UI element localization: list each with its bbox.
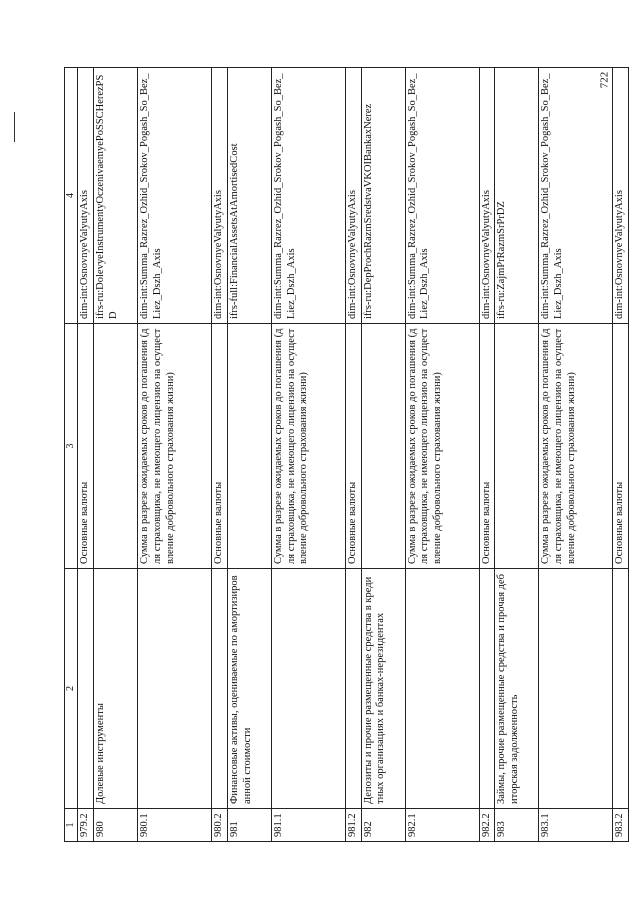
cell-name — [271, 569, 345, 809]
cell-code: ifrs-ru:ZajmPrRazmSrPrDZ — [495, 68, 539, 324]
cell-name — [211, 569, 227, 809]
table-row — [93, 68, 137, 842]
table-row — [495, 68, 539, 842]
cell-desc: Основные валюты — [211, 324, 227, 569]
cell-num: 981.2 — [345, 809, 361, 842]
cell-name — [479, 569, 495, 809]
margin-mark — [14, 112, 15, 142]
cell-code: dim-int:OsnovnyeValyutyAxis — [211, 68, 227, 324]
cell-name — [613, 569, 629, 809]
table-row — [227, 68, 271, 842]
header-row — [65, 68, 78, 842]
cell-desc: Сумма в разрезе ожидаемых сроков до погашения (для страховщика, не имеющего лицензию на осуществление добровольного страхования жизни) — [271, 324, 345, 569]
cell-name: Займы, прочие размещенные средства и прочая дебиторская задолженность — [495, 569, 539, 809]
header-cell-3: 3 — [65, 324, 78, 569]
table-row — [211, 68, 227, 842]
cell-desc — [361, 324, 405, 569]
cell-name — [78, 569, 94, 809]
cell-code: dim-int:OsnovnyeValyutyAxis — [345, 68, 361, 324]
cell-desc — [93, 324, 137, 569]
header-cell-4: 4 — [65, 68, 78, 324]
cell-desc: Основные валюты — [479, 324, 495, 569]
cell-num: 981.1 — [271, 809, 345, 842]
cell-desc: Сумма в разрезе ожидаемых сроков до погашения (для страховщика, не имеющего лицензию на осуществление добровольного страхования жизни) — [539, 324, 613, 569]
cell-desc: Сумма в разрезе ожидаемых сроков до погашения (для страховщика, не имеющего лицензию на осуществление добровольного страхования жизни) — [405, 324, 479, 569]
cell-desc: Основные валюты — [78, 324, 94, 569]
cell-num: 983.1 — [539, 809, 613, 842]
table-row — [405, 68, 479, 842]
cell-code: dim-int:OsnovnyeValyutyAxis — [479, 68, 495, 324]
header-cell-1: 1 — [65, 809, 78, 842]
header-cell-2: 2 — [65, 569, 78, 809]
cell-name: Депозиты и прочие размещенные средства в кредитных организациях и банках-нерезидентах — [361, 569, 405, 809]
cell-num: 983 — [495, 809, 539, 842]
cell-code: ifrs-ru:DolevyeInstrumentyOczenivaemyePoSSCHerezPSD — [93, 68, 137, 324]
cell-num: 982.1 — [405, 809, 479, 842]
cell-num: 980 — [93, 809, 137, 842]
cell-code: dim-int:OsnovnyeValyutyAxis — [613, 68, 629, 324]
cell-name: Финансовые активы, оцениваемые по амортизированной стоимости — [227, 569, 271, 809]
cell-num: 980.1 — [137, 809, 211, 842]
table-body — [65, 68, 629, 842]
cell-desc: Сумма в разрезе ожидаемых сроков до погашения (для страховщика, не имеющего лицензию на осуществление добровольного страхования жизни) — [137, 324, 211, 569]
cell-desc — [227, 324, 271, 569]
cell-num: 982.2 — [479, 809, 495, 842]
page-number: 722 — [598, 71, 611, 89]
cell-name — [137, 569, 211, 809]
cell-code: dim-int:OsnovnyeValyutyAxis — [78, 68, 94, 324]
table-row — [539, 68, 613, 842]
cell-num: 981 — [227, 809, 271, 842]
table-row — [137, 68, 211, 842]
cell-name — [539, 569, 613, 809]
cell-code: ifrs-full:FinancialAssetsAtAmortisedCost — [227, 68, 271, 324]
cell-num: 982 — [361, 809, 405, 842]
taxonomy-table — [64, 67, 629, 842]
cell-desc: Основные валюты — [613, 324, 629, 569]
table-row — [78, 68, 94, 842]
cell-code: dim-int:Summa_Razrez_Ozhid_Srokov_Pogash_So_Bez_Liez_Dszh_Axis — [271, 68, 345, 324]
cell-desc — [495, 324, 539, 569]
cell-name — [405, 569, 479, 809]
cell-desc: Основные валюты — [345, 324, 361, 569]
table-row — [479, 68, 495, 842]
cell-code: dim-int:Summa_Razrez_Ozhid_Srokov_Pogash_So_Bez_Liez_Dszh_Axis — [539, 68, 613, 324]
cell-num: 980.2 — [211, 809, 227, 842]
cell-code: ifrs-ru:DepProchRazmSredstvaVKOIBankaxNerez — [361, 68, 405, 324]
cell-num: 983.2 — [613, 809, 629, 842]
table-row — [271, 68, 345, 842]
table-row — [345, 68, 361, 842]
cell-name: Долевые инструменты — [93, 569, 137, 809]
cell-code: dim-int:Summa_Razrez_Ozhid_Srokov_Pogash_So_Bez_Liez_Dszh_Axis — [137, 68, 211, 324]
table-row — [361, 68, 405, 842]
cell-code: dim-int:Summa_Razrez_Ozhid_Srokov_Pogash_So_Bez_Liez_Dszh_Axis — [405, 68, 479, 324]
cell-name — [345, 569, 361, 809]
table-row — [613, 68, 629, 842]
cell-num: 979.2 — [78, 809, 94, 842]
